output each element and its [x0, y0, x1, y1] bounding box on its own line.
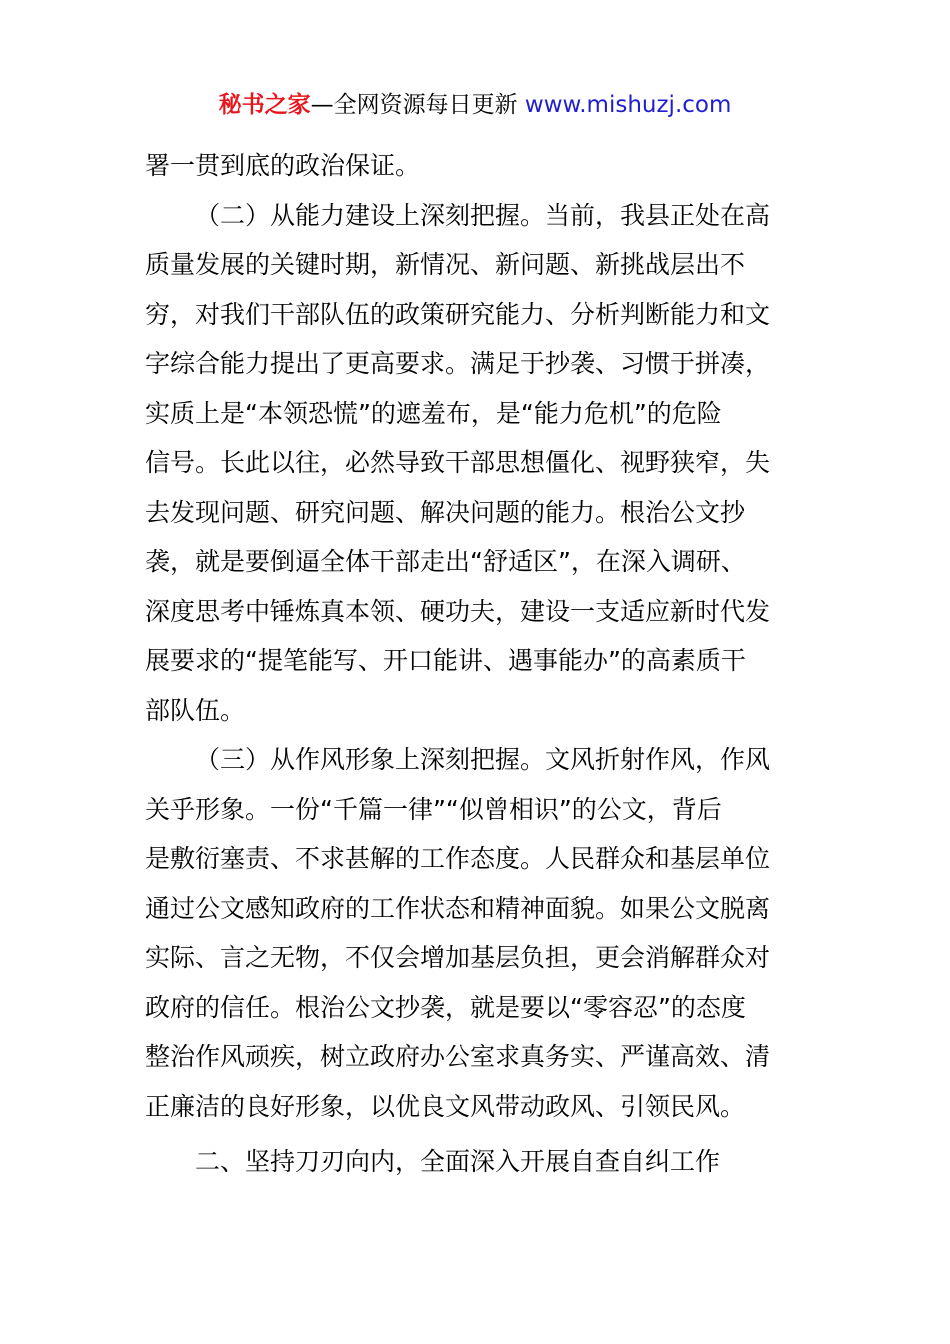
paragraph-line: 信号。长此以往，必然导致干部思想僵化、视野狭窄，失	[145, 448, 771, 477]
section-heading: 二、坚持刀刃向内，全面深入开展自查自纠工作	[195, 1147, 721, 1176]
document-body	[145, 141, 817, 1187]
paragraph-line: 是敷衍塞责、不求甚解的工作态度。人民群众和基层单位	[145, 844, 771, 873]
paragraph-line: 袭，就是要倒逼全体干部走出“舒适区”，在深入调研、	[145, 547, 746, 576]
paragraph-line: 字综合能力提出了更高要求。满足于抄袭、习惯于拼凑，	[145, 349, 771, 378]
paragraph-line: 关乎形象。一份“千篇一律”“似曾相识”的公文，背后	[145, 794, 722, 824]
website-url[interactable]: www.mishuzj.com	[524, 92, 732, 118]
header-slogan: —全网资源每日更新	[310, 92, 518, 118]
paragraph-line: 展要求的“提笔能写、开口能讲、遇事能办”的高素质干	[145, 646, 746, 675]
paragraph-line: 质量发展的关键时期，新情况、新问题、新挑战层出不	[145, 250, 746, 279]
brand-name: 秘书之家	[218, 92, 311, 118]
paragraph-line: 正廉洁的良好形象，以优良文风带动政风、引领民风。	[145, 1091, 746, 1121]
paragraph-line: （三）从作风形象上深刻把握。文风折射作风，作风	[195, 745, 771, 774]
paragraph-line: 整治作风顽疾，树立政府办公室求真务实、严谨高效、清	[145, 1042, 771, 1071]
paragraph-line: 深度思考中锤炼真本领、硬功夫，建设一支适应新时代发	[145, 596, 771, 626]
paragraph-line: 政府的信任。根治公文抄袭，就是要以“零容忍”的态度	[145, 992, 746, 1022]
paragraph-line: 部队伍。	[145, 695, 246, 725]
paragraph-line: 通过公文感知政府的工作状态和精神面貌。如果公文脱离	[145, 893, 771, 923]
document-header	[0, 88, 950, 122]
paragraph-line: 实际、言之无物，不仅会增加基层负担，更会消解群众对	[145, 943, 771, 972]
paragraph-line: 去发现问题、研究问题、解决问题的能力。根治公文抄	[145, 497, 746, 527]
paragraph-line: 实质上是“本领恐慌”的遮羞布，是“能力危机”的危险	[145, 398, 722, 428]
paragraph-line: 穷，对我们干部队伍的政策研究能力、分析判断能力和文	[145, 299, 771, 329]
paragraph-line: 署一贯到底的政治保证。	[145, 151, 421, 180]
paragraph-line: （二）从能力建设上深刻把握。当前，我县正处在高	[195, 200, 771, 230]
